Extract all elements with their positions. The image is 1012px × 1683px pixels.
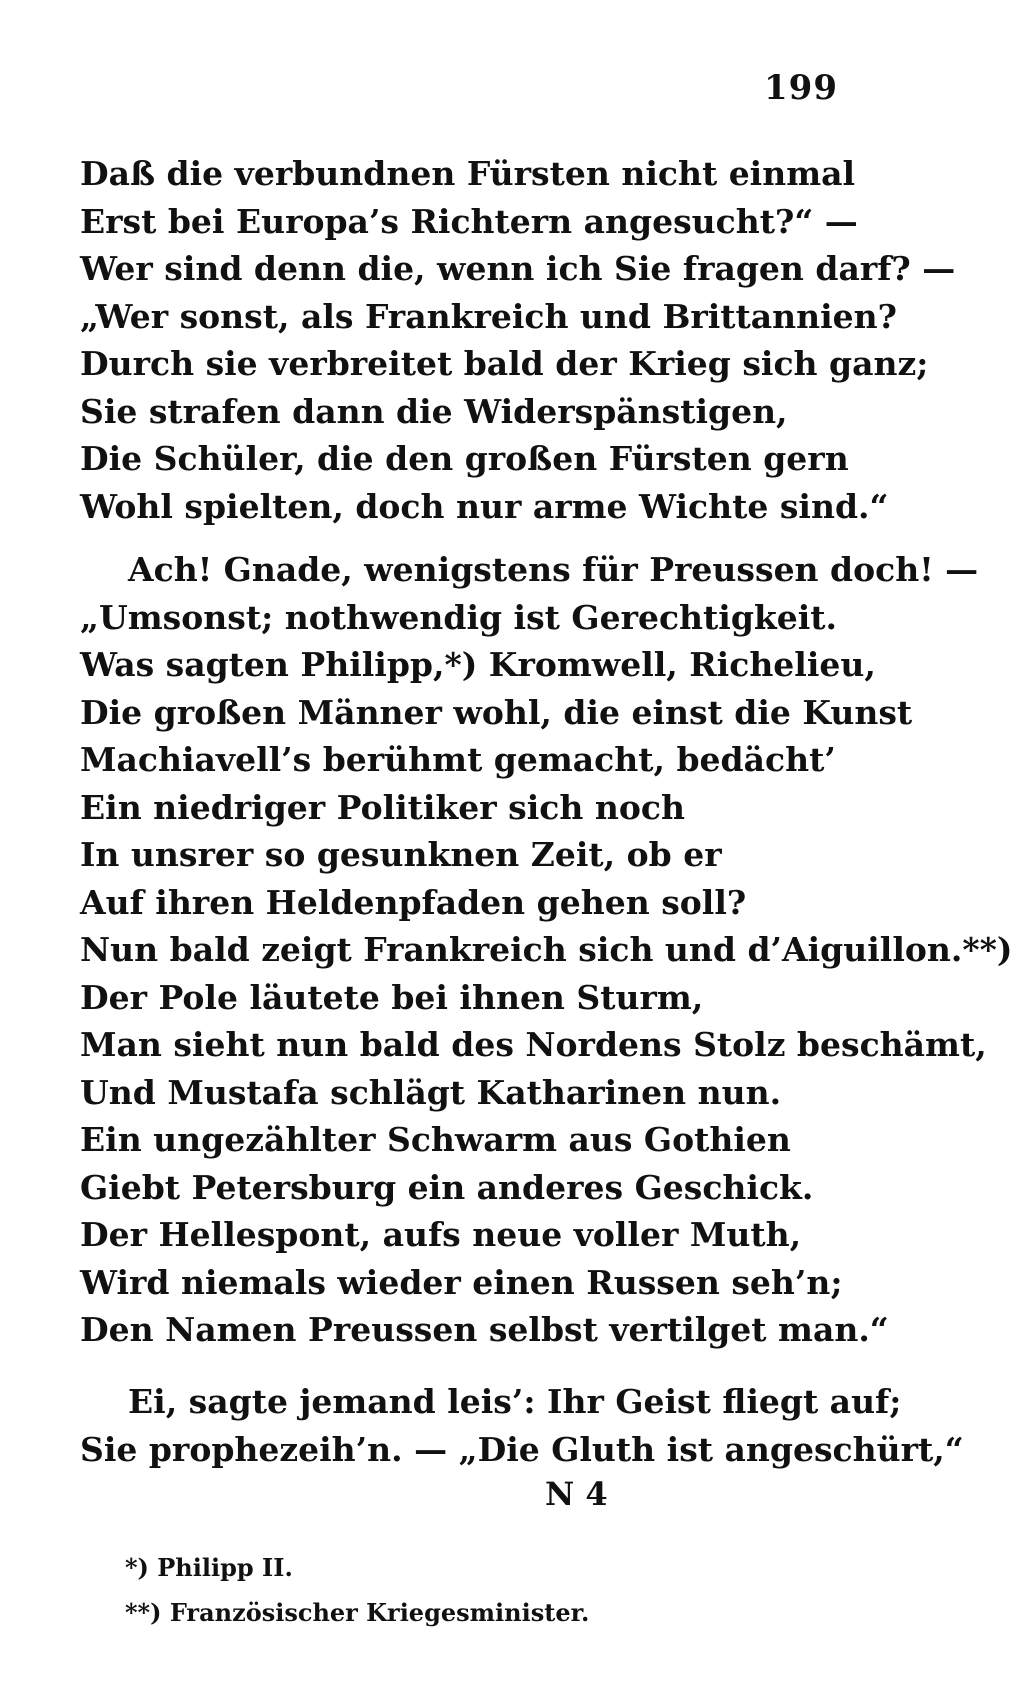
verse-line: Auf ihren Heldenpfaden gehen soll? — [80, 882, 747, 922]
verse-line: Den Namen Preussen selbst vertilget man.“ — [80, 1310, 889, 1349]
verse-line: Sie strafen dann die Widerspänstigen, — [80, 391, 788, 431]
verse-line: Ei, sagte jemand leis’: Ihr Geist fliegt auf; — [128, 1382, 902, 1421]
stanza-3 — [80, 1378, 964, 1473]
page-number: 199 — [764, 68, 838, 108]
footnotes — [125, 1545, 825, 1635]
printer-signature: N 4 — [545, 1475, 608, 1513]
verse-line: Durch sie verbreitet bald der Krieg sich ganz; — [80, 344, 929, 383]
verse-line: Ein niedriger Politiker sich noch — [80, 787, 685, 827]
verse-line: Ach! Gnade, wenigstens für Preussen doch! — — [128, 550, 979, 589]
verse-line: „Umsonst; nothwendig ist Gerechtigkeit. — [80, 597, 838, 637]
stanza-1 — [80, 150, 956, 530]
verse-line: Die Schüler, die den großen Fürsten gern — [80, 439, 849, 478]
verse-line: Ein ungezählter Schwarm aus Gothien — [80, 1120, 791, 1159]
verse-line: Und Mustafa schlägt Katharinen nun. — [80, 1072, 782, 1112]
verse-line: Was sagten Philipp,*) Kromwell, Richelieu, — [80, 645, 876, 684]
verse-line: Der Hellespont, aufs neue voller Muth, — [80, 1215, 802, 1254]
verse-line: Giebt Petersburg ein anderes Geschick. — [80, 1167, 814, 1207]
footnote: **) Französischer Kriegesminister. — [125, 1598, 590, 1627]
verse-line: Wird niemals wieder einen Russen seh’n; — [80, 1262, 843, 1302]
verse-line: Die großen Männer wohl, die einst die Kunst — [80, 692, 913, 732]
verse-line: Erst bei Europa’s Richtern angesucht?“ — — [80, 201, 858, 241]
verse-line: Nun bald zeigt Frankreich sich und d’Aiguillon.**) — [80, 930, 1012, 969]
footnote: *) Philipp II. — [125, 1553, 293, 1582]
verse-line: Sie prophezeih’n. — „Die Gluth ist angeschürt,“ — [80, 1429, 964, 1469]
verse-line: „Wer sonst, als Frankreich und Brittannien? — [80, 296, 898, 336]
verse-line: Wohl spielten, doch nur arme Wichte sind.“ — [80, 486, 889, 526]
verse-line: Der Pole läutete bei ihnen Sturm, — [80, 977, 704, 1017]
verse-line: In unsrer so gesunknen Zeit, ob er — [80, 835, 722, 874]
verse-line: Machiavell’s berühmt gemacht, bedächt’ — [80, 740, 836, 779]
verse-line: Man sieht nun bald des Nordens Stolz beschämt, — [80, 1025, 987, 1064]
verse-line: Daß die verbundnen Fürsten nicht einmal — [80, 154, 856, 193]
verse-line: Wer sind denn die, wenn ich Sie fragen darf? — — [80, 249, 956, 288]
stanza-2 — [80, 546, 1012, 1354]
